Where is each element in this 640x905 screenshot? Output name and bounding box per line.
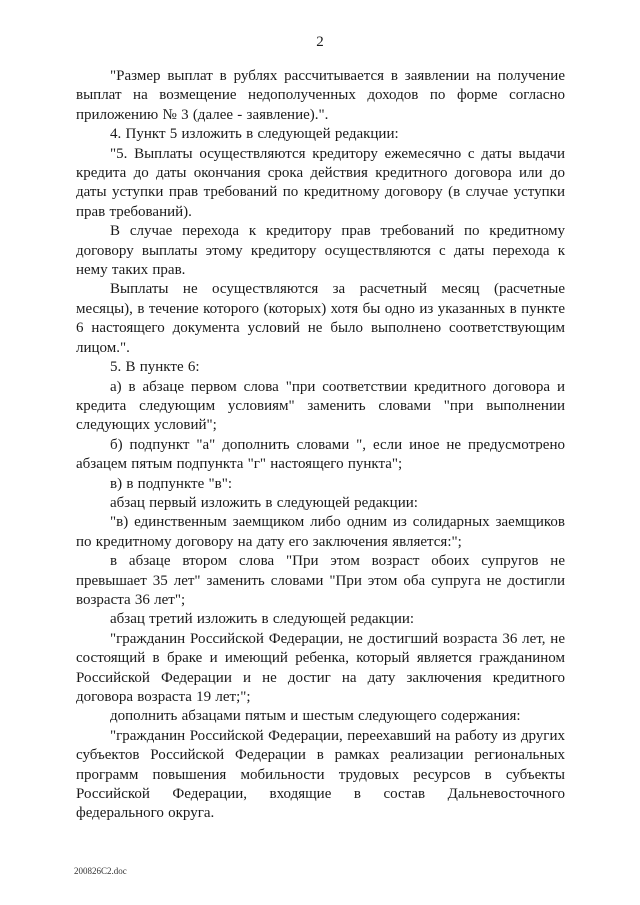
footer-file-code: 200826C2.doc <box>74 866 127 876</box>
paragraph-add-abzacs: дополнить абзацами пятым и шестым следующего содержания: <box>110 708 521 725</box>
document-body <box>76 67 565 824</box>
paragraph-third-abzac: абзац третий изложить в следующей редакции: <box>110 611 415 628</box>
paragraph-sole-borrower: "в) единственным заемщиком либо одним из солидарных заемщиков по кредитному договору на дату его заключения является:"; <box>76 514 565 550</box>
paragraph-rights-transfer: В случае перехода к кредитору прав требований по кредитному договору выплаты этому кредитору осуществляются с даты перехода к нему таких прав. <box>76 223 565 279</box>
paragraph-item-4: 4. Пункт 5 изложить в следующей редакции: <box>110 126 399 143</box>
paragraph-subitem-v: в) в подпункте "в": <box>110 475 232 492</box>
paragraph-subitem-a: а) в абзаце первом слова "при соответствии кредитного договора и кредита следующим условиям" заменить словами "при выполнении следующих условий"; <box>76 378 565 434</box>
page-number: 2 <box>316 34 324 50</box>
paragraph-subitem-b: б) подпункт "а" дополнить словами ", если иное не предусмотрено абзацем пятым подпункта "г" настоящего пункта"; <box>76 436 565 473</box>
paragraph-item-5-text: "5. Выплаты осуществляются кредитору ежемесячно с даты выдачи кредита до даты окончания срока действия кредитного договора или до даты уступки прав требований по кредитному договору (в случае уступки прав требований). <box>76 145 565 220</box>
paragraph-item-6: 5. В пункте 6: <box>110 359 200 376</box>
paragraph-second-abzac: в абзаце втором слова "При этом возраст обоих супругов не превышает 35 лет" заменить словами "При этом оба супруга не достигли возраста 36 лет"; <box>76 553 565 608</box>
paragraph-no-payments: Выплаты не осуществляются за расчетный месяц (расчетные месяцы), в течение которого (которых) хотя бы одно из указанных в пункте 6 настоящего документа условий не было выполнено соответствующим лицом.". <box>76 281 565 356</box>
paragraph-first-abzac: абзац первый изложить в следующей редакции: <box>110 494 418 511</box>
paragraph-payment-size: "Размер выплат в рублях рассчитывается в заявлении на получение выплат на возмещение недополученных доходов по форме согласно приложению № 3 (далее - заявление).". <box>76 68 565 123</box>
paragraph-citizen-with-child: "гражданин Российской Федерации, не достигший возраста 36 лет, не состоящий в браке и имеющий ребенка, который является гражданином Российской Федерации и не достиг на дату заключения кредитного договора возраста 19 лет;"; <box>76 630 565 705</box>
paragraph-relocated-citizen: "гражданин Российской Федерации, переехавший на работу из других субъектов Российской Федерации в рамках реализации региональных программ повышения мобильности трудовых ресурсов в субъекты Российской Федерации, входящие в состав Дальневосточного федерального округа. <box>76 727 565 822</box>
